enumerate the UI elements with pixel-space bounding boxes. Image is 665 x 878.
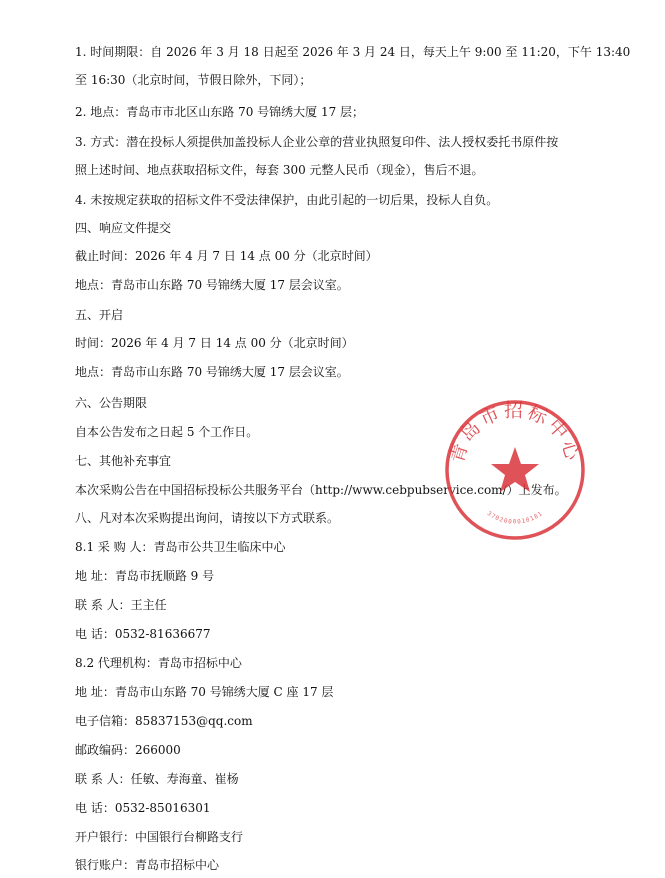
section-6-heading: 六、公告期限 — [75, 396, 148, 410]
purchaser-phone-value: 0532-81636677 — [114, 627, 211, 641]
deadline-line: 截止时间：2026 年 4 月 7 日 14 点 00 分（北京时间） — [75, 249, 378, 263]
purchaser-address-value: 青岛市抚顺路 9 号 — [114, 569, 215, 583]
purchaser-contact-line: 联 系 人：王主任 — [75, 598, 167, 612]
opening-time-line: 时间：2026 年 4 月 7 日 14 点 00 分（北京时间） — [75, 336, 354, 350]
seal-text: 青岛市招标中心 — [445, 399, 585, 466]
purchaser-phone-label: 电 话： — [75, 627, 115, 641]
seal-code: 3702000010181 — [485, 510, 545, 526]
section-8-heading: 八、凡对本次采购提出询问，请按以下方式联系。 — [75, 511, 340, 525]
section-4-heading: 四、响应文件提交 — [75, 221, 172, 235]
agency-email-line: 电子信箱：85837153@qq.com — [75, 714, 253, 728]
purchaser-address-label: 地 址： — [75, 569, 115, 583]
section-7-heading: 七、其他补充事宜 — [75, 454, 172, 468]
agency-postcode-line: 邮政编码：266000 — [75, 743, 181, 757]
opening-place-line: 地点：青岛市山东路 70 号锦绣大厦 17 层会议室。 — [75, 365, 349, 379]
time-limit-line-1: 1. 时间期限：自 2026 年 3 月 18 日起至 2026 年 3 月 24 日，每天上午 9:00 至 11:20，下午 13:40 — [75, 45, 631, 59]
location-line: 2. 地点：青岛市市北区山东路 70 号锦绣大厦 17 层； — [75, 105, 365, 119]
agency-address-label: 地 址： — [75, 685, 115, 699]
agency-phone-value: 0532-85016301 — [114, 801, 211, 815]
time-limit-line-2: 至 16:30（北京时间，节假日除外，下同）； — [75, 73, 312, 87]
submission-place-line: 地点：青岛市山东路 70 号锦绣大厦 17 层会议室。 — [75, 278, 349, 292]
agency-line: 8.2 代理机构：青岛市招标中心 — [75, 656, 242, 670]
bank-line: 开户银行：中国银行台柳路支行 — [75, 830, 244, 844]
legal-note-line: 4. 未按规定获取的招标文件不受法律保护，由此引起的一切后果，投标人自负。 — [75, 193, 499, 207]
publish-line: 本次采购公告在中国招标投标公共服务平台（http://www.cebpubservice.com/）上发布。 — [75, 483, 567, 497]
official-seal — [440, 395, 590, 545]
agency-address-line — [75, 684, 605, 700]
agency-phone-label: 电 话： — [75, 801, 115, 815]
agency-contact-line: 联 系 人：任敏、寿海童、崔杨 — [75, 772, 239, 786]
section-5-heading: 五、开启 — [75, 308, 124, 322]
purchaser-address-line — [75, 568, 605, 584]
seal-star-icon — [491, 447, 539, 492]
agency-address-value: 青岛市山东路 70 号锦绣大厦 C 座 17 层 — [114, 685, 334, 699]
account-line: 银行账户：青岛市招标中心 — [75, 858, 220, 872]
agency-phone-line — [75, 800, 605, 816]
purchaser-line: 8.1 采 购 人：青岛市公共卫生临床中心 — [75, 540, 286, 554]
period-line: 自本公告发布之日起 5 个工作日。 — [75, 425, 259, 439]
purchaser-phone-line — [75, 626, 605, 642]
method-line-2: 照上述时间、地点获取招标文件，每套 300 元整人民币（现金），售后不退。 — [75, 163, 484, 177]
method-line-1: 3. 方式：潜在投标人须提供加盖投标人企业公章的营业执照复印件、法人授权委托书原件按 — [75, 135, 559, 149]
